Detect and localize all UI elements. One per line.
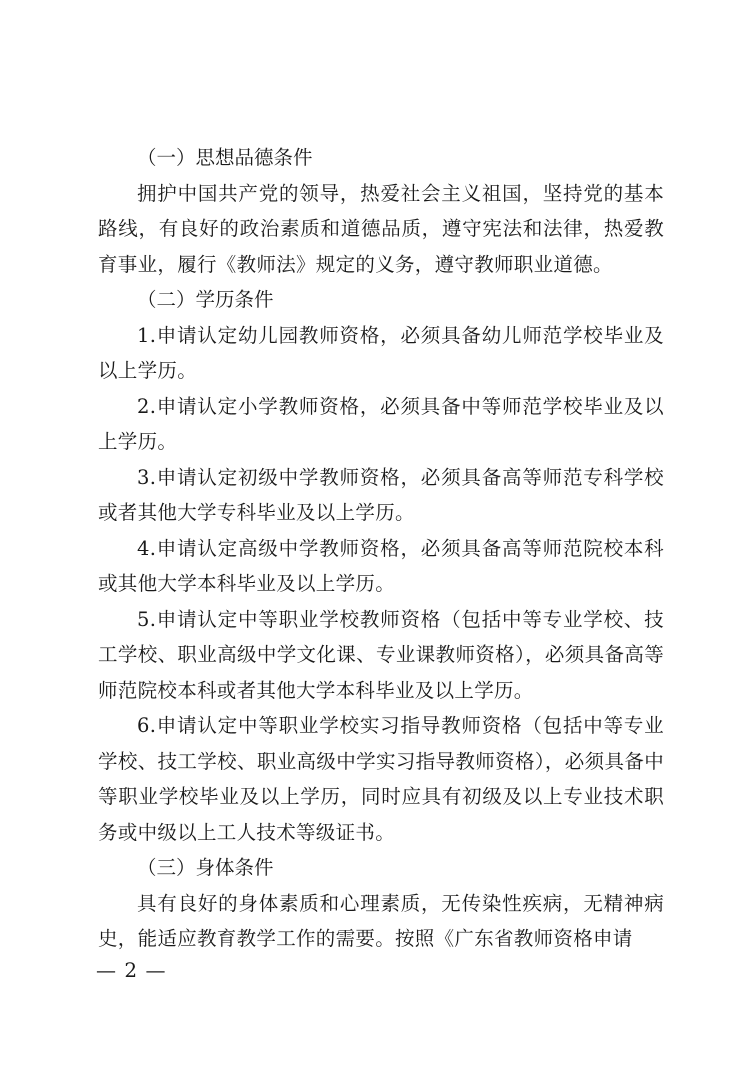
paragraph-physical-conditions: 具有良好的身体素质和心理素质，无传染性疾病，无精神病史，能适应教育教学工作的需要。按照《广东省教师资格申请	[98, 891, 664, 950]
paragraph-education-item-5: 5.申请认定中等职业学校教师资格（包括中等专业学校、技工学校、职业高级中学文化课、专业课教师资格），必须具备高等师范院校本科或者其他大学本科毕业及以上学历。	[98, 607, 664, 702]
section-heading-education: （二）学历条件	[137, 288, 274, 311]
paragraph-education-item-4: 4.申请认定高级中学教师资格，必须具备高等师范院校本科或其他大学本科毕业及以上学历。	[98, 536, 664, 595]
paragraph-education-item-3: 3.申请认定初级中学教师资格，必须具备高等师范专科学校或者其他大学专科毕业及以上学历。	[98, 465, 664, 524]
section-heading-moral: （一）思想品德条件	[137, 146, 313, 169]
page-number: — 2 —	[96, 958, 167, 982]
document-body	[98, 140, 664, 957]
paragraph-education-item-2: 2.申请认定小学教师资格，必须具备中等师范学校毕业及以上学历。	[98, 394, 664, 453]
paragraph-education-item-1: 1.申请认定幼儿园教师资格，必须具备幼儿师范学校毕业及以上学历。	[98, 323, 664, 382]
paragraph-education-item-6: 6.申请认定中等职业学校实习指导教师资格（包括中等专业学校、技工学校、职业高级中学实习指导教师资格），必须具备中等职业学校毕业及以上学历，同时应具有初级及以上专业技术职务或中级以上工人技术等级证书。	[98, 714, 664, 844]
paragraph-moral-conditions: 拥护中国共产党的领导，热爱社会主义祖国，坚持党的基本路线，有良好的政治素质和道德品质，遵守宪法和法律，热爱教育事业，履行《教师法》规定的义务，遵守教师职业道德。	[98, 181, 664, 276]
section-heading-physical: （三）身体条件	[137, 856, 274, 879]
